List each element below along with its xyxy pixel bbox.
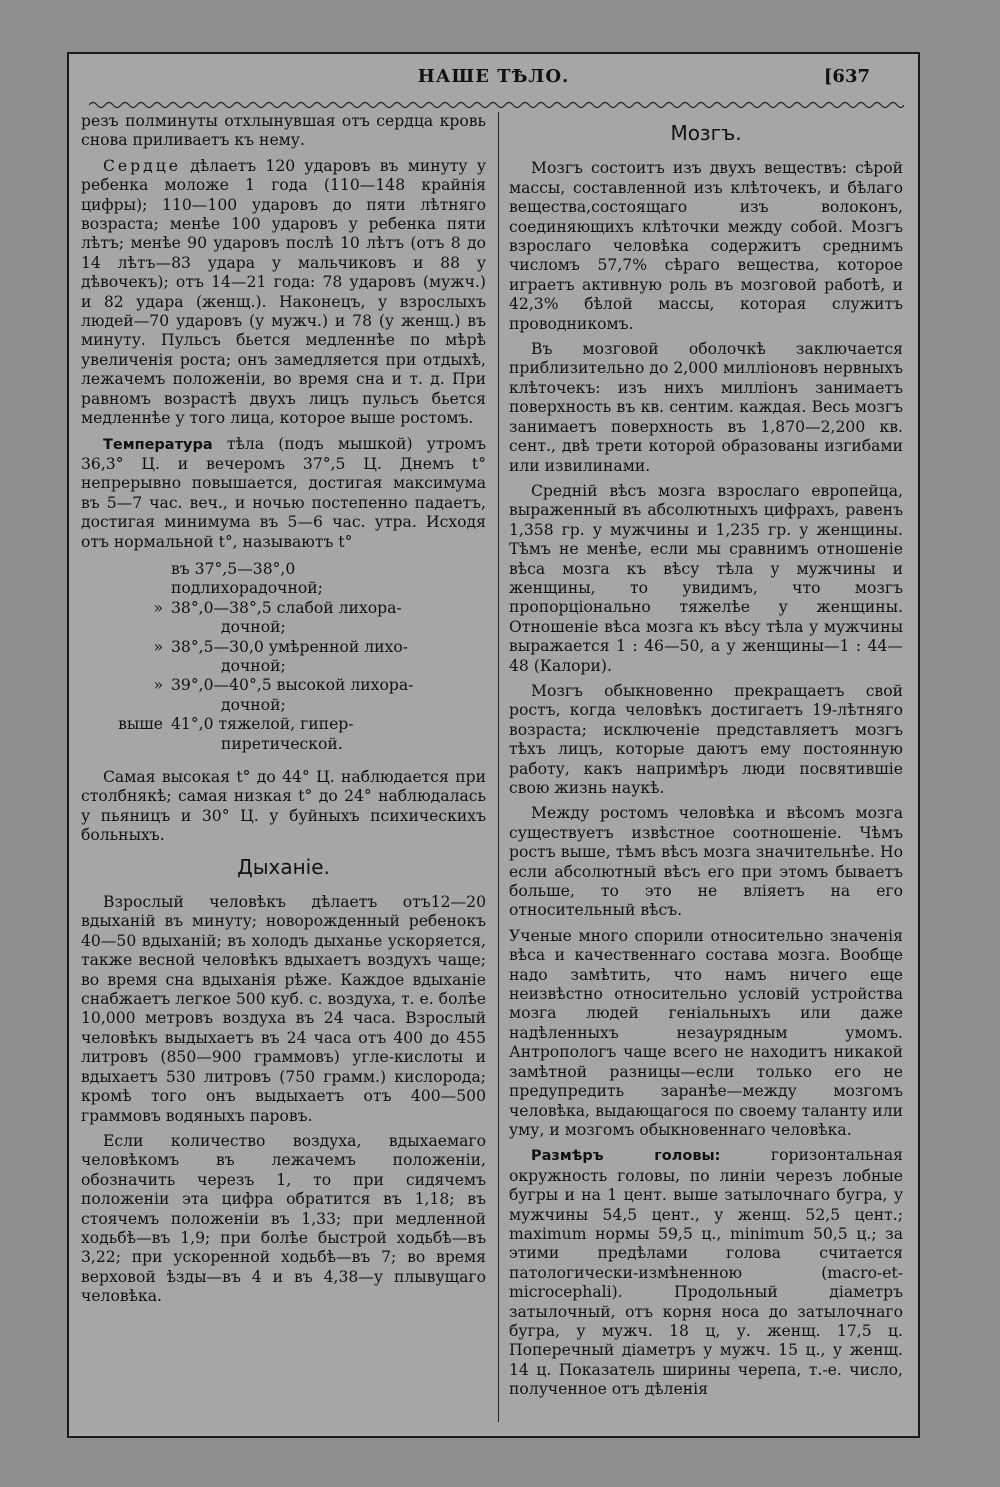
fever-row: » 38°,0—38°,5 слабой лихора- [153,598,402,617]
book-page [67,52,920,1438]
paragraph-heart [81,157,486,429]
paragraph: Средній вѣсъ мозга взрослаго европейца, выраженный въ абсолютныхъ цифрахъ, равенъ 1,358 гр. у мужчины и 1,235 гр. у женщины. Тѣмъ не менѣе, если мы сравнимъ отношеніе вѣса мозга къ вѣсу тѣла у мужчины и женщины, то увидимъ, что мозгъ пропорціонально тяжелѣе у женщины. Отношеніе вѣса мозга къ вѣсу тѣла у мужчины выражается 1 : 46—50, а у женщины—1 : 44—48 (Калори). [509,481,903,675]
fever-row: въ 37°,5—38°,0 подлихорадочной; [171,559,323,598]
fever-row-continuation: пиретической. [221,734,343,753]
fever-row: » 39°,0—40°,5 высокой лихора- [153,676,414,695]
paragraph-temperature [81,435,486,552]
paragraph: Между ростомъ человѣка и вѣсомъ мозга существуетъ извѣстное соотношеніе. Чѣмъ ростъ выше, тѣмъ вѣсъ мозга значительнѣе. Но если абсолютный вѣсъ его при этомъ бываетъ больше, то это не вліяетъ на его относительный вѣсъ. [509,804,903,920]
fever-row: выше 41°,0 тяжелой, гипер- [118,715,354,734]
paragraph: Самая высокая t° до 44° Ц. наблюдается при столбнякѣ; самая низкая t° до 24° наблюдалась у пьяницъ и 30° Ц. у буйныхъ психическихъ больныхъ. [81,768,486,845]
page-number: [637 [823,66,870,87]
paragraph-text: дѣлаетъ 120 ударовъ въ минуту у ребенка моложе 1 года (110—148 крайнія цифры); 110—100 ударовъ до пяти лѣтняго возраста; менѣе 100 ударовъ у ребенка пяти лѣтъ; менѣе 90 ударовъ послѣ 10 лѣтъ (отъ 8 до 14 лѣтъ—83 удара у мальчиковъ и 88 у дѣвочекъ); отъ 14—21 года: 78 ударовъ (мужч.) и 82 удара (женщ.). Наконецъ, у взрослыхъ людей—70 ударовъ (у мужч.) и 78 (у женщ.) въ минуту. Пульсъ бьется медленнѣе по мѣрѣ увеличенія роста; онъ замедляется при отдыхѣ, лежачемъ положеніи, во время сна и т. д. При равномъ возрастѣ двухъ лицъ пульсъ бьется медленнѣе у того лица, которое выше ростомъ. [81,156,486,428]
paragraph-lead: Температура [103,436,213,453]
paragraph: Взрослый человѣкъ дѣлаетъ отъ12—20 вдыханій въ минуту; новорожденный ребенокъ 40—50 вдыханій; въ холодъ дыханье ускоряется, также весной человѣкъ вдыхаетъ воздухъ чаще; во время сна вдыханія рѣже. Каждое вдыханіе снабжаетъ легкое 500 куб. с. воздуха, т. е. болѣе 10,000 метровъ воздуха въ 24 часа. Взрослый человѣкъ выдыхаетъ въ 24 часа отъ 400 до 455 литровъ (850—900 граммовъ) угле-кислоты и вдыхаетъ 530 литровъ (750 грамм.) кислорода; кромѣ того онъ выдыхаетъ отъ 400—500 граммовъ водяныхъ паровъ. [81,893,486,1125]
page-title: НАШЕ ТѢЛО. [417,66,570,87]
paragraph-text: горизонтальная окружность головы, по линіи черезъ лобные бугры и на 1 цент. выше затылочнаго бугра, у мужчины 54,5 цент., у женщ. 52,5 цент.; maximum нормы 59,5 ц., minimum 50,5 ц.; за этими предѣлами голова считается патологически-измѣненною (macro-et-microcephali). Продольный діаметръ затылочный, отъ корня носа до затылочнаго бугра, у мужч. 18 ц, у. женщ. 17,5 ц. Поперечный діаметръ у мужч. 15 ц., у женщ. 14 ц. Показатель ширины черепа, т.-е. число, полученное отъ дѣленія [509,1146,903,1399]
paragraph-head-size [509,1146,903,1399]
paragraph-text: тѣла (подъ мышкой) утромъ 36,3° Ц. и вечеромъ 37°,5 Ц. Днемъ t° непрерывно повышается, достигая максимума въ 5—7 час. веч., и ночью постепенно падаетъ, достигая минимума въ 5—6 час. утра. Исходя отъ нормальной t°, называютъ t° [81,434,486,551]
fever-row-continuation: дочной; [221,618,286,637]
decorative-rule [89,100,904,110]
column-divider [498,112,499,1422]
paragraph: Ученые много спорили относительно значенія вѣса и качественнаго состава мозга. Вообще надо замѣтить, что намъ ничего еще неизвѣстно относительно условій устройства мозга людей геніальныхъ или даже надѣленныхъ незаурядным умомъ. Антропологъ чаще всего не находитъ никакой замѣтной разницы—если только его не предупредить заранѣе—между мозгомъ человѣка, выдающагося по своему таланту или уму, и мозгомъ обыкновеннаго человѣка. [509,926,903,1139]
fever-list [81,560,486,754]
right-column [509,112,903,1424]
paragraph: Если количество воздуха, вдыхаемаго человѣкомъ въ лежачемъ положеніи, обозначить черезъ 1, то при сидячемъ положеніи эта цифра обратится въ 1,18; въ стоячемъ положеніи въ 1,33; при медленной ходьбѣ—въ 1,9; при болѣе быстрой ходьбѣ—въ 3,22; при ускоренной ходьбѣ—въ 7; во время верховой ѣзды—въ 4 и въ 4,38—у плывущаго человѣка. [81,1131,486,1306]
paragraph: Мозгъ обыкновенно прекращаетъ свой ростъ, когда человѣкъ достигаетъ 19-лѣтняго возраста; исключеніе представляетъ мозгъ тѣхъ лицъ, которые даютъ ему постоянную работу, какъ напримѣръ люди посвятившіе свою жизнь наукѣ. [509,681,903,797]
paragraph: Въ мозговой оболочкѣ заключается приблизительно до 2,000 милліоновъ нервныхъ клѣточекъ: изъ нихъ милліонъ занимаетъ поверхность въ кв. сентим. каждая. Весь мозгъ занимаетъ поверхность въ 1,870—2,200 кв. сент., двѣ трети которой образованы изгибами или извилинами. [509,340,903,475]
left-column [81,112,486,1424]
paragraph-lead: Сердце [103,156,181,175]
section-heading-breathing: Дыханіе. [237,854,330,879]
paragraph: Мозгъ состоитъ изъ двухъ веществъ: сѣрой массы, составленной изъ клѣточекъ, и бѣлаго вещества,состоящаго изъ волоконъ, соединяющихъ клѣточки между собой. Мозгъ взрослаго человѣка содержитъ среднимъ числомъ 57,7% сѣраго вещества, которое играетъ активную роль въ мозговой работѣ, и 42,3% бѣлой массы, которая служитъ проводникомъ. [509,159,903,333]
running-header [77,66,910,96]
fever-row: » 38°,5—30,0 умѣренной лихо- [153,637,408,656]
fever-row-continuation: дочной; [221,656,286,675]
section-heading-brain: Мозгъ. [670,121,742,145]
paragraph: резъ полминуты отхлынувшая отъ сердца кровь снова приливаетъ къ нему. [81,112,486,150]
fever-row-continuation: дочной; [221,695,286,714]
paragraph-lead: Размѣръ головы: [531,1148,721,1165]
